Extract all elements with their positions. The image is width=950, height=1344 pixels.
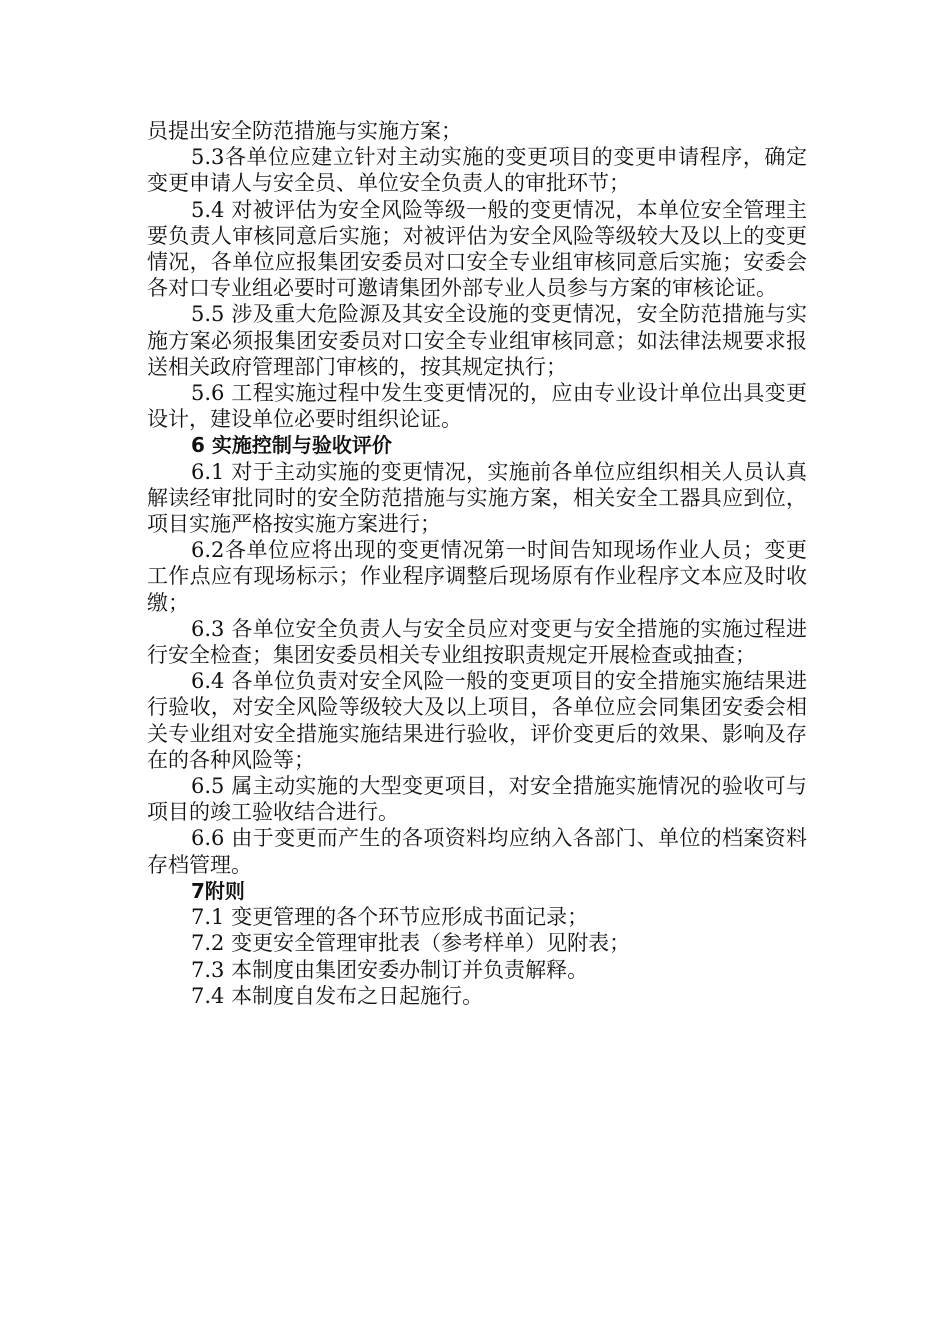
paragraph-7-2: 7.2 变更安全管理审批表（参考样单）见附表； <box>191 931 631 956</box>
paragraph-6-4: 6.4 各单位负责对安全风险一般的变更项目的安全措施实施结果进行验收，对安全风险等级较大及以上项目，各单位应会同集团安委会相关专业组对安全措施实施结果进行验收，评价变更后的效果、影响及存在的各种风险等； <box>147 669 807 772</box>
paragraph-5-3: 5.3各单位应建立针对主动实施的变更项目的变更申请程序，确定变更申请人与安全员、单位安全负责人的审批环节； <box>147 145 807 196</box>
paragraph-7-4: 7.4 本制度自发布之日起施行。 <box>191 983 484 1008</box>
paragraph-5-5: 5.5 涉及重大危险源及其安全设施的变更情况，安全防范措施与实施方案必须报集团安委员对口安全专业组审核同意；如法律法规要求报送相关政府管理部门审核的，按其规定执行； <box>147 302 807 379</box>
paragraph-6-5: 6.5 属主动实施的大型变更项目，对安全措施实施情况的验收可与项目的竣工验收结合进行。 <box>147 774 807 825</box>
paragraph-6-6: 6.6 由于变更而产生的各项资料均应纳入各部门、单位的档案资料存档管理。 <box>147 826 807 877</box>
paragraph-7-3: 7.3 本制度由集团安委办制订并负责解释。 <box>191 957 589 982</box>
document-page <box>147 118 807 1009</box>
paragraph-6-2: 6.2各单位应将出现的变更情况第一时间告知现场作业人员；变更工作点应有现场标示；作业程序调整后现场原有作业程序文本应及时收缴； <box>147 538 807 615</box>
paragraph-6-3: 6.3 各单位安全负责人与安全员应对变更与安全措施的实施过程进行安全检查；集团安委员相关专业组按职责规定开展检查或抽查； <box>147 616 807 668</box>
paragraph-5-4: 5.4 对被评估为安全风险等级一般的变更情况，本单位安全管理主要负责人审核同意后实施；对被评估为安全风险等级较大及以上的变更情况，各单位应报集团安委员对口安全专业组审核同意后实施；安委会各对口专业组必要时可邀请集团外部专业人员参与方案的审核论证。 <box>147 197 807 301</box>
paragraph-6-1: 6.1 对于主动实施的变更情况，实施前各单位应组织相关人员认真解读经审批同时的安全防范措施与实施方案，相关安全工器具应到位，项目实施严格按实施方案进行； <box>147 459 807 537</box>
paragraph-7-1: 7.1 变更管理的各个环节应形成书面记录； <box>191 905 589 930</box>
section-7-heading: 7附则 <box>191 878 245 903</box>
section-6-heading: 6 实施控制与验收评价 <box>191 433 392 458</box>
paragraph-5-6: 5.6 工程实施过程中发生变更情况的，应由专业设计单位出具变更设计，建设单位必要时组织论证。 <box>147 381 807 432</box>
paragraph-5-2-continuation: 员提出安全防范措施与实施方案； <box>147 119 462 143</box>
